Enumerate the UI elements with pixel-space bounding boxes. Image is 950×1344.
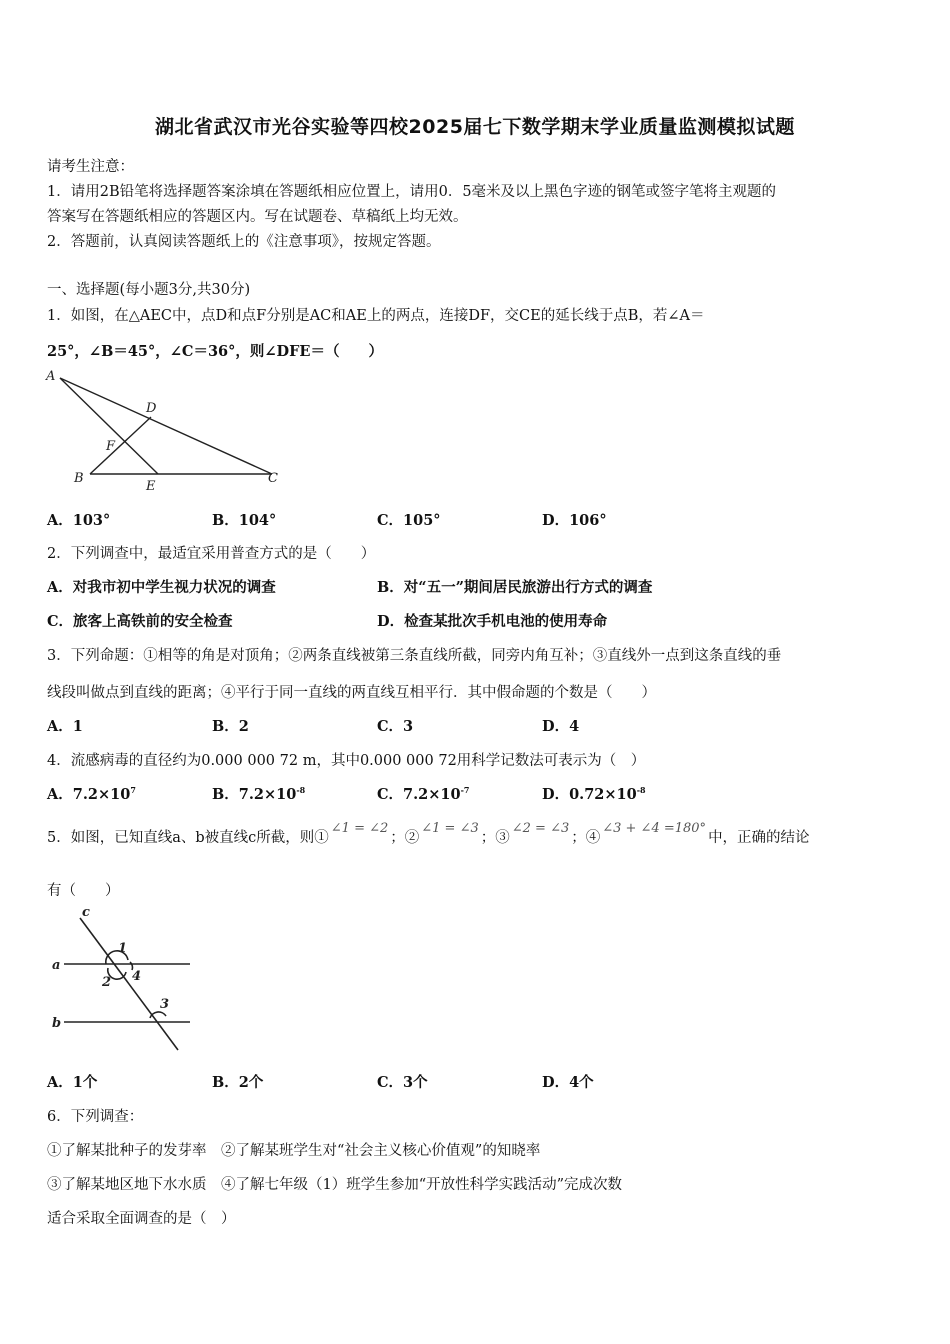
q6-items-1-2: ①了解某批种子的发芽率 ②了解某班学生对“社会主义核心价值观”的知晓率 bbox=[47, 1143, 541, 1159]
q1-option-a[interactable]: A．103° bbox=[47, 512, 111, 529]
q4-option-a[interactable] bbox=[47, 783, 136, 804]
q4-option-c-exp: -7 bbox=[460, 785, 470, 795]
label-D: D bbox=[146, 401, 157, 416]
q1-stem-a: 1．如图，在△AEC中，点D和点F分别是AC和AE上的两点，连接DF，交CE的延长线于点B，若∠A＝ bbox=[47, 308, 705, 324]
section-heading: 一、选择题(每小题3分,共30分) bbox=[47, 282, 251, 298]
q5-option-a[interactable]: A．1个 bbox=[47, 1074, 98, 1091]
q4-option-c-base: C．7.2×10 bbox=[377, 786, 461, 803]
notice-item-1b: 答案写在答题纸相应的答题区内。写在试题卷、草稿纸上均无效。 bbox=[47, 209, 468, 225]
q4-option-c[interactable] bbox=[377, 783, 470, 804]
q4-option-d[interactable] bbox=[542, 783, 646, 804]
label-2: 2 bbox=[102, 975, 112, 990]
q1-stem-b: 25°，∠B＝45°，∠C＝36°，则∠DFE＝（ ） bbox=[47, 343, 383, 360]
q5-condition-1: ∠1 = ∠2 bbox=[330, 821, 389, 836]
q5-stem-start: 5．如图，已知直线a、b被直线c所截，则① bbox=[47, 830, 329, 846]
q1-triangle-figure bbox=[40, 366, 290, 496]
q2-option-a[interactable]: A．对我市初中学生视力状况的调查 bbox=[47, 579, 276, 596]
label-a: a bbox=[52, 958, 61, 973]
q6-items-3-4: ③了解某地区地下水水质 ④了解七年级（1）班学生参加“开放性科学实践活动”完成次数 bbox=[47, 1177, 623, 1193]
q5-sep-1: ；② bbox=[390, 830, 420, 846]
q4-stem: 4．流感病毒的直径约为0.000 000 72 m，其中0.000 000 72用科学记数法可表示为（ ） bbox=[47, 753, 646, 769]
label-1: 1 bbox=[118, 941, 128, 956]
q2-option-b[interactable]: B．对“五一”期间居民旅游出行方式的调查 bbox=[377, 579, 653, 596]
q4-option-d-exp: -8 bbox=[636, 785, 646, 795]
notice-item-1a: 1．请用2B铅笔将选择题答案涂填在答题纸相应位置上，请用0．5毫米及以上黑色字迹的钢笔或签字笔将主观题的 bbox=[47, 184, 777, 200]
line-AE bbox=[60, 378, 158, 474]
q6-question: 适合采取全面调查的是（ ） bbox=[47, 1211, 236, 1227]
q5-sep-3: ；④ bbox=[571, 830, 601, 846]
q3-option-c[interactable]: C．3 bbox=[377, 718, 414, 735]
q4-option-d-base: D．0.72×10 bbox=[542, 786, 637, 803]
q1-option-d[interactable]: D．106° bbox=[542, 512, 607, 529]
q5-stem-end: 中，正确的结论 bbox=[708, 830, 810, 846]
q5-sep-2: ；③ bbox=[480, 830, 510, 846]
q4-option-a-exp: 7 bbox=[130, 785, 136, 795]
notice-item-2: 2．答题前，认真阅读答题纸上的《注意事项》，按规定答题。 bbox=[47, 234, 441, 250]
q4-option-b-base: B．7.2×10 bbox=[212, 786, 297, 803]
q3-option-a[interactable]: A．1 bbox=[47, 718, 83, 735]
q2-option-c[interactable]: C．旅客上高铁前的安全检查 bbox=[47, 613, 233, 630]
q5-stem-a bbox=[47, 821, 810, 847]
q5-option-d[interactable]: D．4个 bbox=[542, 1074, 594, 1091]
line-BD bbox=[90, 417, 151, 474]
q4-option-b[interactable] bbox=[212, 783, 305, 804]
q3-stem-b: 线段叫做点到直线的距离；④平行于同一直线的两直线互相平行．其中假命题的个数是（ ） bbox=[47, 685, 656, 701]
q3-stem-a: 3．下列命题：①相等的角是对顶角；②两条直线被第三条直线所截，同旁内角互补；③直线外一点到这条直线的垂 bbox=[47, 648, 782, 664]
q1-option-c[interactable]: C．105° bbox=[377, 512, 441, 529]
label-E: E bbox=[146, 479, 156, 494]
q1-option-b[interactable]: B．104° bbox=[212, 512, 277, 529]
label-A: A bbox=[46, 369, 56, 384]
label-F: F bbox=[106, 439, 116, 454]
q5-condition-3: ∠2 = ∠3 bbox=[511, 821, 570, 836]
label-B: B bbox=[74, 471, 84, 486]
q5-condition-2: ∠1 = ∠3 bbox=[421, 821, 479, 836]
q5-option-b[interactable]: B．2个 bbox=[212, 1074, 264, 1091]
line-c bbox=[80, 918, 178, 1050]
q5-parallel-lines-figure bbox=[40, 902, 210, 1058]
q6-stem: 6．下列调查： bbox=[47, 1109, 144, 1125]
q2-option-d[interactable]: D．检查某批次手机电池的使用寿命 bbox=[377, 613, 608, 630]
q3-option-b[interactable]: B．2 bbox=[212, 718, 249, 735]
exam-title: 湖北省武汉市光谷实验等四校2025届七下数学期末学业质量监测模拟试题 bbox=[155, 116, 795, 138]
angle-arc-3 bbox=[150, 1012, 166, 1018]
label-3: 3 bbox=[160, 997, 170, 1012]
q2-stem: 2．下列调查中，最适宜采用普查方式的是（ ） bbox=[47, 546, 376, 562]
line-AC bbox=[60, 378, 272, 474]
notice-heading: 请考生注意： bbox=[47, 159, 134, 175]
q3-option-d[interactable]: D．4 bbox=[542, 718, 580, 735]
label-c: c bbox=[82, 905, 90, 920]
label-b: b bbox=[52, 1016, 62, 1031]
q4-option-b-exp: -8 bbox=[296, 785, 306, 795]
q4-option-a-base: A．7.2×10 bbox=[47, 786, 131, 803]
label-4: 4 bbox=[132, 969, 142, 984]
q5-stem-b: 有（ ） bbox=[47, 883, 120, 899]
label-C: C bbox=[268, 471, 278, 486]
q5-condition-4: ∠3 + ∠4 =180° bbox=[602, 821, 707, 836]
q5-option-c[interactable]: C．3个 bbox=[377, 1074, 428, 1091]
